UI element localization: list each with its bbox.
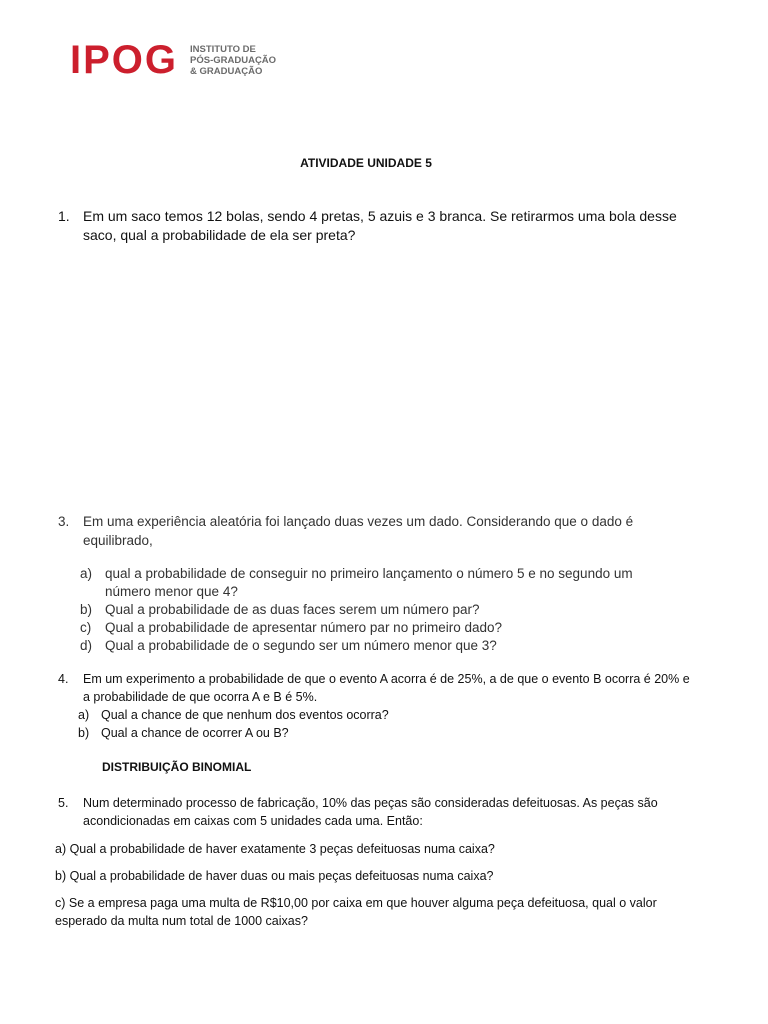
logo-line-3: & GRADUAÇÃO: [190, 65, 263, 77]
item-label: a): [80, 566, 93, 581]
question-1-text: Em um saco temos 12 bolas, sendo 4 pretas, 5 azuis e 3 branca. Se retirarmos uma bola desse saco, qual a probabilidade de ela ser preta?: [83, 208, 677, 243]
item-text: Qual a probabilidade de apresentar número par no primeiro dado?: [105, 620, 503, 635]
question-4-number: 4.: [58, 672, 69, 686]
question-3-number: 3.: [58, 514, 70, 529]
item-text: Qual a chance de ocorrer A ou B?: [101, 725, 289, 740]
question-5-text: Num determinado processo de fabricação, 10% das peças são consideradas defeituosas. As peças são acondicionadas em caixas com 5 unidades cada uma. Então:: [83, 796, 658, 828]
section-title: DISTRIBUIÇÃO BINOMIAL: [102, 760, 252, 774]
question-3-item-a: [80, 565, 680, 601]
item-text: qual a probabilidade de conseguir no primeiro lançamento o número 5 e no segundo um número menor que 4?: [105, 566, 633, 599]
question-3-item-b: [80, 601, 680, 619]
question-5-part-c: c) Se a empresa paga uma multa de R$10,00 por caixa em que houver alguma peça defeituosa, qual o valor esperado da multa num total de 1000 caixas?: [55, 896, 657, 928]
logo-line-1: INSTITUTO DE: [190, 43, 256, 55]
document-title: ATIVIDADE UNIDADE 5: [300, 156, 432, 170]
logo-mark: IPOG: [70, 38, 179, 82]
question-5: [58, 795, 698, 830]
item-label: b): [80, 602, 93, 617]
question-4-item-a: [78, 707, 678, 725]
question-3: [58, 513, 698, 550]
question-1-number: 1.: [58, 208, 70, 224]
question-5-part-b: b) Qual a probabilidade de haver duas ou mais peças defeituosas numa caixa?: [55, 869, 494, 883]
question-3-item-c: [80, 619, 680, 637]
item-label: d): [80, 638, 93, 653]
question-3-items: [80, 565, 680, 655]
institution-logo: [70, 40, 276, 80]
logo-line-2: PÓS-GRADUAÇÃO: [190, 54, 277, 66]
question-4-item-b: [78, 725, 678, 743]
question-4-items: [78, 707, 678, 742]
question-4: [58, 671, 698, 706]
item-text: Qual a probabilidade de as duas faces serem um número par?: [105, 602, 480, 617]
question-3-item-d: [80, 637, 680, 655]
question-3-text: Em uma experiência aleatória foi lançado duas vezes um dado. Considerando que o dado é equilibrado,: [83, 514, 634, 548]
item-label: b): [78, 725, 90, 740]
logo-subtitle: [190, 44, 276, 77]
item-label: c): [80, 620, 92, 635]
item-label: a): [78, 708, 90, 722]
question-1: [58, 207, 698, 245]
question-4-text: Em um experimento a probabilidade de que o evento A acorra é de 25%, a de que o evento B ocorra é 20% e a probabilidade de que ocorra A e B é 5%.: [83, 672, 690, 704]
item-text: Qual a probabilidade de o segundo ser um número menor que 3?: [105, 638, 497, 653]
question-5-part-a: a) Qual a probabilidade de haver exatamente 3 peças defeituosas numa caixa?: [55, 842, 495, 856]
question-5-number: 5.: [58, 796, 69, 810]
item-text: Qual a chance de que nenhum dos eventos ocorra?: [101, 708, 389, 722]
